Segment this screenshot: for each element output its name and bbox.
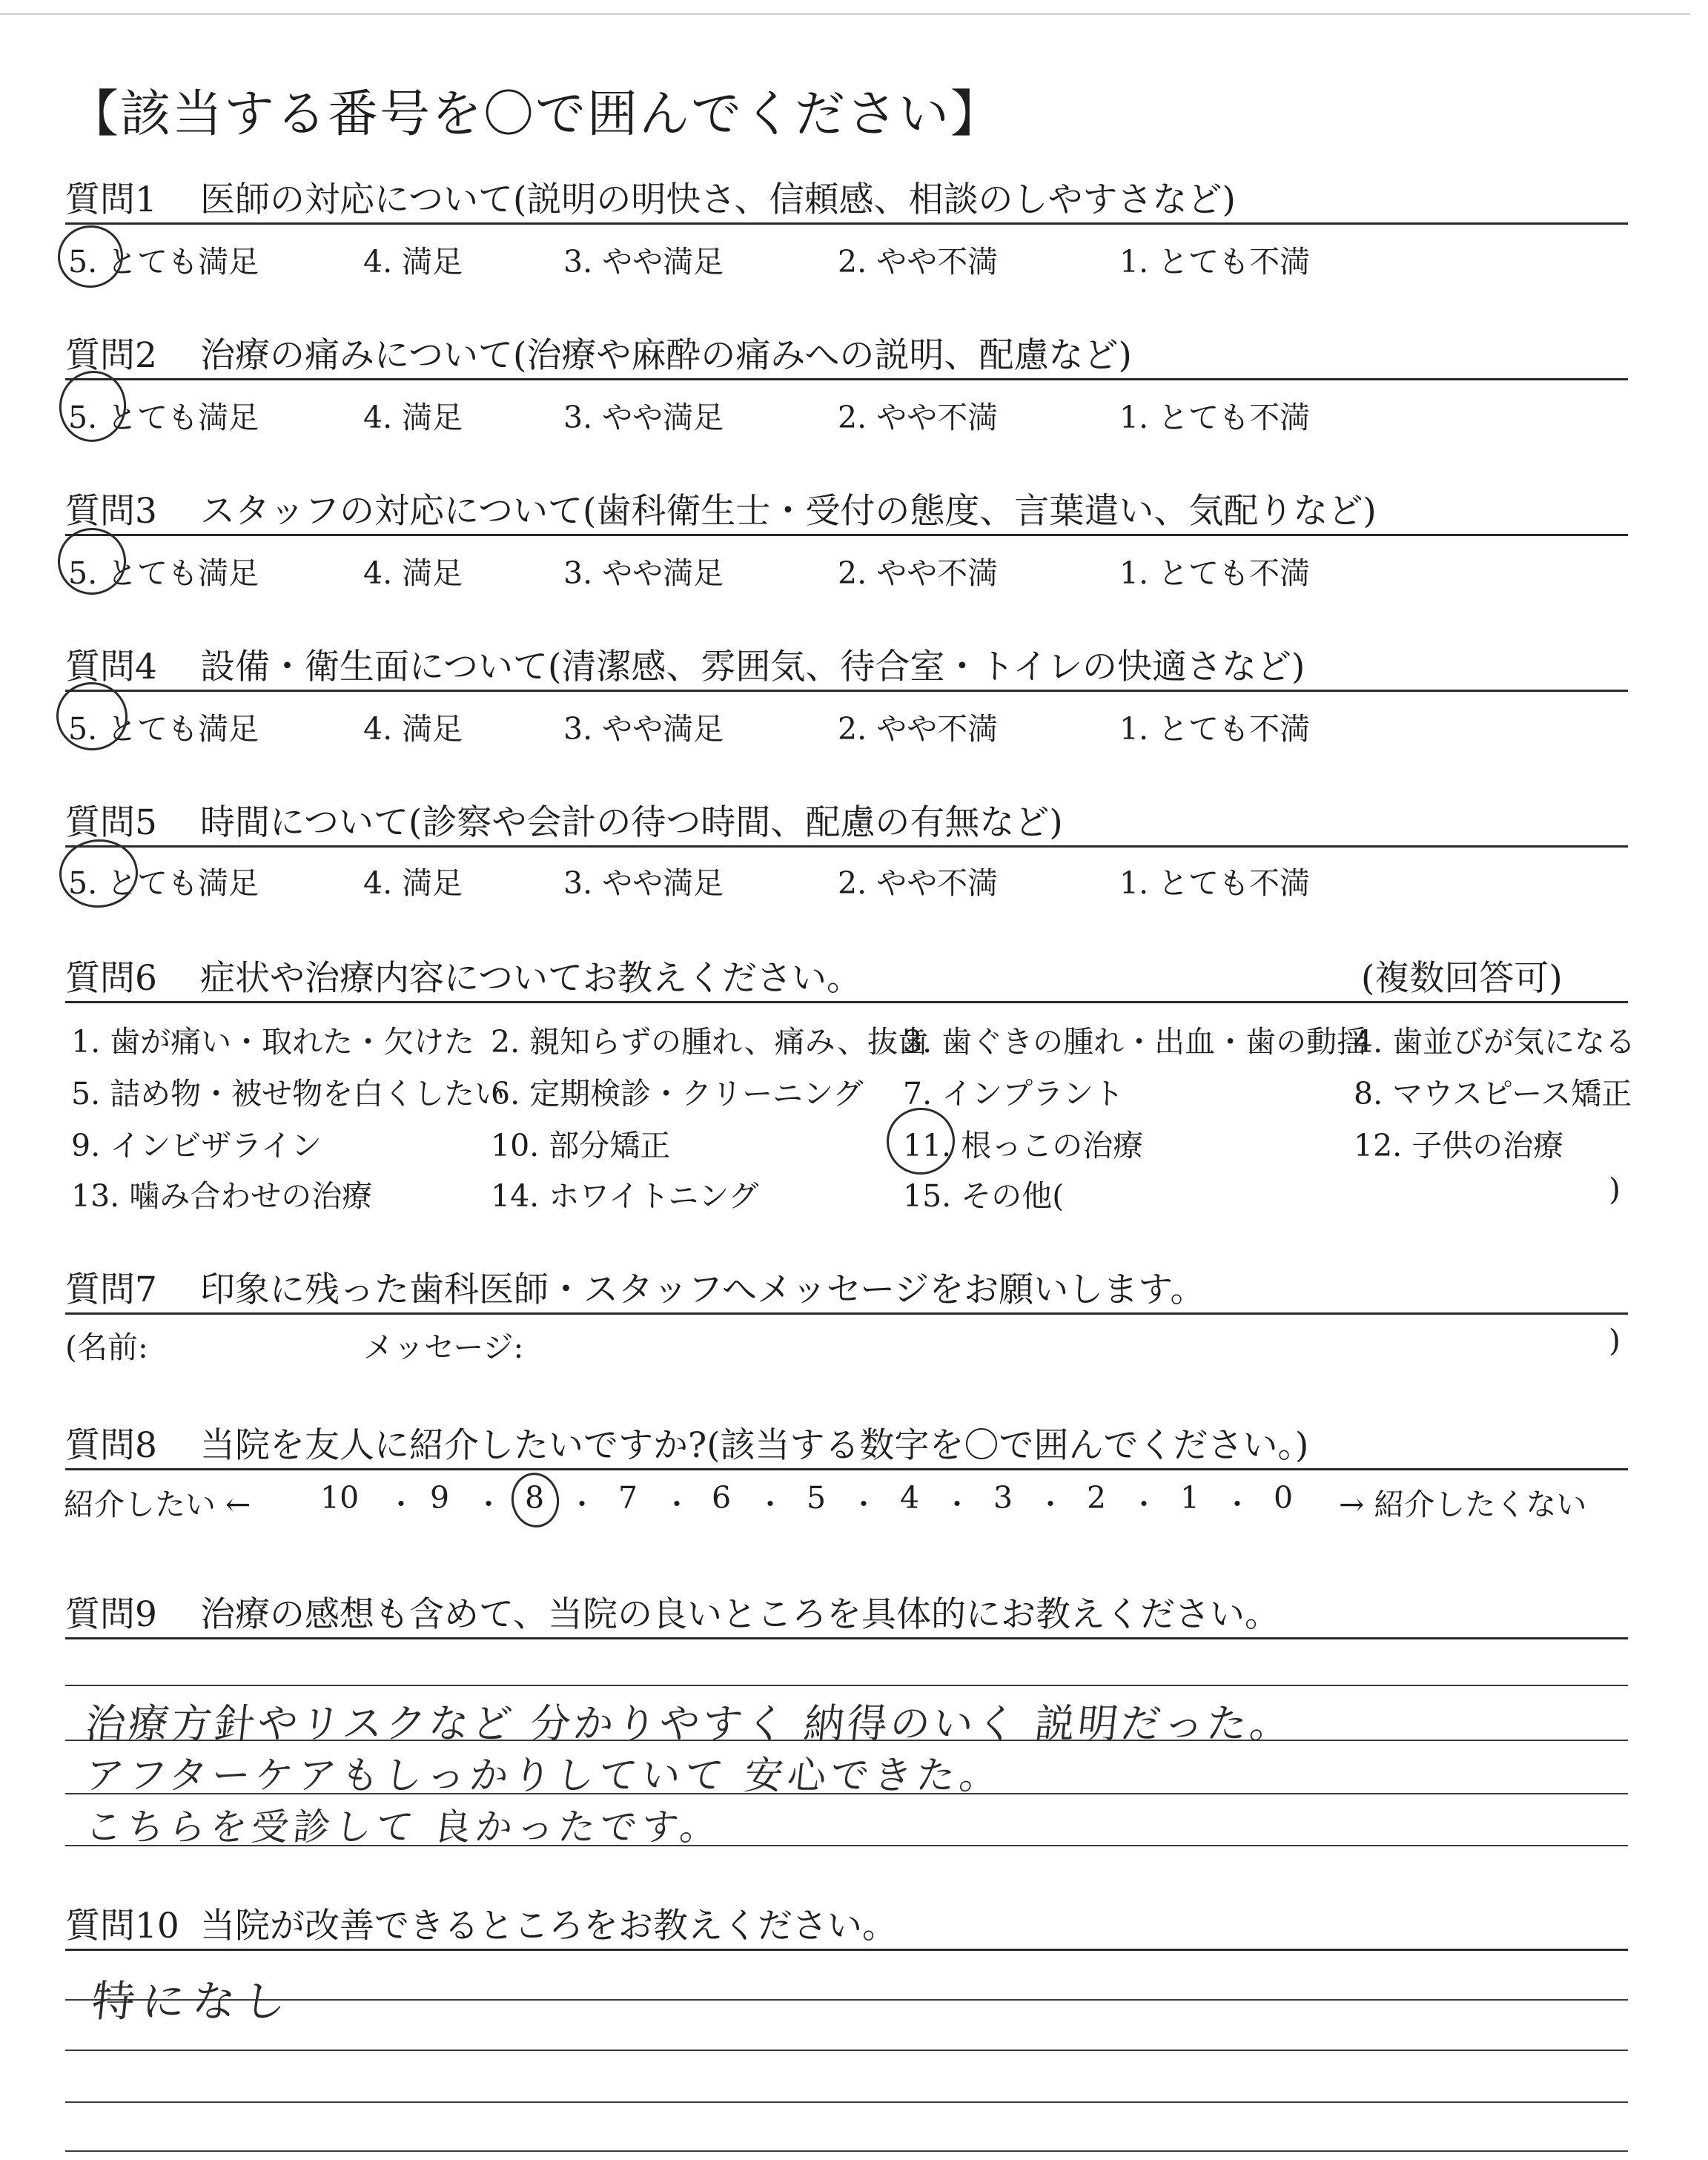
q9-text: 治療の感想も含めて、当院の良いところを具体的にお教えください。 xyxy=(200,1594,1280,1635)
q8-separator: ・ xyxy=(943,1488,972,1521)
q6-multiple-note: (複数回答可) xyxy=(1361,958,1563,999)
q3-option-5[interactable]: 5. とても満足 xyxy=(68,555,259,591)
q8-scale-9[interactable]: 9 xyxy=(430,1480,450,1516)
q4-text: 設備・衛生面について(清潔感、雰囲気、待合室・トイレの快適さなど) xyxy=(200,647,1305,687)
q8-scale-7[interactable]: 7 xyxy=(618,1480,638,1516)
q5-rule xyxy=(65,845,1628,848)
q8-scale-5[interactable]: 5 xyxy=(807,1480,827,1516)
q6-label: 質問6 xyxy=(65,958,157,999)
q10-handwritten-answer: 特になし xyxy=(89,1976,297,2027)
q2-option-2[interactable]: 2. やや不満 xyxy=(838,400,999,435)
q3-rule xyxy=(65,534,1628,536)
q4-option-3[interactable]: 3. やや満足 xyxy=(563,711,724,747)
q6-item-13[interactable]: 13. 噛み合わせの治療 xyxy=(71,1178,373,1214)
q6-item-4[interactable]: 4. 歯並びが気になる xyxy=(1354,1024,1636,1060)
q4-option-4[interactable]: 4. 満足 xyxy=(363,711,463,747)
q8-scale-3[interactable]: 3 xyxy=(993,1480,1013,1516)
q8-scale-4[interactable]: 4 xyxy=(900,1480,920,1516)
q2-option-1[interactable]: 1. とても不満 xyxy=(1119,400,1311,435)
q10-answer-line xyxy=(65,1999,1628,2001)
q4-option-1[interactable]: 1. とても不満 xyxy=(1119,711,1311,747)
q4-rule xyxy=(65,690,1628,692)
q8-label: 質問8 xyxy=(65,1425,157,1466)
q6-item-15[interactable]: 15. その他( xyxy=(903,1178,1065,1214)
q3-option-3[interactable]: 3. やや満足 xyxy=(563,555,724,591)
q10-text: 当院が改善できるところをお教えください。 xyxy=(200,1906,897,1946)
q9-handwritten-line-3: こちらを受診して 良かったです。 xyxy=(83,1806,724,1849)
q2-option-5[interactable]: 5. とても満足 xyxy=(68,400,259,435)
q3-option-1[interactable]: 1. とても不満 xyxy=(1119,555,1311,591)
q9-label: 質問9 xyxy=(65,1594,157,1635)
q8-scale-10[interactable]: 10 xyxy=(320,1480,360,1516)
q8-scale-2[interactable]: 2 xyxy=(1087,1480,1107,1516)
q8-separator: ・ xyxy=(568,1488,597,1521)
q3-label: 質問3 xyxy=(65,491,157,532)
q6-item-6[interactable]: 6. 定期検診・クリーニング xyxy=(491,1076,864,1112)
q6-item-5[interactable]: 5. 詰め物・被せ物を白くしたい xyxy=(71,1076,506,1112)
q7-text: 印象に残った歯科医師・スタッフへメッセージをお願いします。 xyxy=(200,1269,1205,1310)
q6-item-11[interactable]: 11. 根っこの治療 xyxy=(903,1128,1144,1163)
q10-answer-line xyxy=(65,2150,1628,2152)
q7-label: 質問7 xyxy=(65,1269,157,1310)
q8-separator: ・ xyxy=(756,1488,785,1521)
q1-selected-circle xyxy=(54,221,128,291)
q5-text: 時間について(診察や会計の待つ時間、配慮の有無など) xyxy=(200,802,1063,843)
q1-option-2[interactable]: 2. やや不満 xyxy=(838,244,999,280)
q1-rule xyxy=(65,222,1628,225)
q8-scale-6[interactable]: 6 xyxy=(712,1480,732,1516)
q1-option-1[interactable]: 1. とても不満 xyxy=(1119,244,1311,280)
q6-item-1[interactable]: 1. 歯が痛い・取れた・欠けた xyxy=(71,1024,475,1060)
q8-left-label: 紹介したい ← xyxy=(64,1487,251,1522)
q10-answer-line xyxy=(65,2050,1628,2051)
q10-rule xyxy=(65,1949,1628,1951)
q9-handwritten-line-2: アフターケアもしっかりしていて 安心できた。 xyxy=(83,1754,1005,1798)
q6-selected-circle xyxy=(881,1103,960,1180)
q6-item-3[interactable]: 3. 歯ぐきの腫れ・出血・歯の動揺 xyxy=(903,1024,1368,1060)
q6-item-10[interactable]: 10. 部分矯正 xyxy=(491,1128,671,1163)
q7-message-label: メッセージ: xyxy=(363,1330,524,1365)
q10-answer-line xyxy=(65,2101,1628,2103)
q9-answer-line xyxy=(65,1685,1628,1686)
q8-selected-circle xyxy=(508,1470,563,1530)
q5-option-4[interactable]: 4. 満足 xyxy=(363,865,463,901)
q1-label: 質問1 xyxy=(65,179,157,220)
q6-item-2[interactable]: 2. 親知らずの腫れ、痛み、抜歯 xyxy=(491,1024,929,1060)
q8-separator: ・ xyxy=(387,1488,416,1521)
q2-text: 治療の痛みについて(治療や麻酔の痛みへの説明、配慮など) xyxy=(200,335,1132,376)
q1-option-5[interactable]: 5. とても満足 xyxy=(68,244,259,280)
q2-option-3[interactable]: 3. やや満足 xyxy=(563,400,724,435)
q5-option-1[interactable]: 1. とても不満 xyxy=(1119,865,1311,901)
q5-label: 質問5 xyxy=(65,802,157,843)
scan-top-edge xyxy=(0,13,1690,15)
q8-right-label: → 紹介したくない xyxy=(1339,1487,1587,1522)
q6-item-12[interactable]: 12. 子供の治療 xyxy=(1354,1128,1564,1163)
q5-option-3[interactable]: 3. やや満足 xyxy=(563,865,724,901)
q8-separator: ・ xyxy=(850,1488,878,1521)
q8-scale-8[interactable]: 8 xyxy=(525,1480,545,1516)
q6-item-7[interactable]: 7. インプラント xyxy=(903,1076,1125,1112)
q4-option-5[interactable]: 5. とても満足 xyxy=(68,711,259,747)
q8-separator: ・ xyxy=(474,1488,503,1521)
q2-rule xyxy=(65,378,1628,380)
q10-label: 質問10 xyxy=(65,1906,179,1946)
q4-label: 質問4 xyxy=(65,647,157,687)
q1-option-4[interactable]: 4. 満足 xyxy=(363,244,463,280)
q6-rule xyxy=(65,1001,1628,1003)
q7-close-paren: ) xyxy=(1609,1323,1621,1358)
q3-option-4[interactable]: 4. 満足 xyxy=(363,555,463,591)
q8-scale-0[interactable]: 0 xyxy=(1274,1480,1294,1516)
q6-text: 症状や治療内容についてお教えください。 xyxy=(200,958,862,999)
q2-label: 質問2 xyxy=(65,335,157,376)
q7-name-label: (名前: xyxy=(65,1330,148,1365)
q6-item-14[interactable]: 14. ホワイトニング xyxy=(491,1178,759,1214)
q5-option-2[interactable]: 2. やや不満 xyxy=(838,865,999,901)
q3-option-2[interactable]: 2. やや不満 xyxy=(838,555,999,591)
q7-rule xyxy=(65,1312,1628,1315)
q2-option-4[interactable]: 4. 満足 xyxy=(363,400,463,435)
q1-option-3[interactable]: 3. やや満足 xyxy=(563,244,724,280)
q4-option-2[interactable]: 2. やや不満 xyxy=(838,711,999,747)
q8-separator: ・ xyxy=(1130,1488,1159,1521)
q6-item-9[interactable]: 9. インビザライン xyxy=(71,1128,322,1163)
q8-separator: ・ xyxy=(1036,1488,1065,1521)
q5-option-5[interactable]: 5. とても満足 xyxy=(68,865,259,901)
q8-separator: ・ xyxy=(1223,1488,1252,1521)
q9-handwritten-line-1: 治療方針やリスクなど 分かりやすく 納得のいく 説明だった。 xyxy=(83,1700,1296,1747)
page-title: 【該当する番号を〇で囲んでください】 xyxy=(68,85,1003,144)
q6-item-8[interactable]: 8. マウスピース矯正 xyxy=(1354,1076,1632,1112)
q6-other-close-paren: ) xyxy=(1609,1172,1621,1207)
q3-text: スタッフの対応について(歯科衛生士・受付の態度、言葉遣い、気配りなど) xyxy=(200,491,1377,532)
q8-text: 当院を友人に紹介したいですか?(該当する数字を〇で囲んでください。) xyxy=(200,1425,1309,1466)
q9-rule xyxy=(65,1637,1628,1639)
q8-scale-1[interactable]: 1 xyxy=(1180,1480,1200,1516)
q8-rule xyxy=(65,1468,1628,1470)
q8-separator: ・ xyxy=(663,1488,692,1521)
q1-text: 医師の対応について(説明の明快さ、信頼感、相談のしやすさなど) xyxy=(200,179,1236,220)
